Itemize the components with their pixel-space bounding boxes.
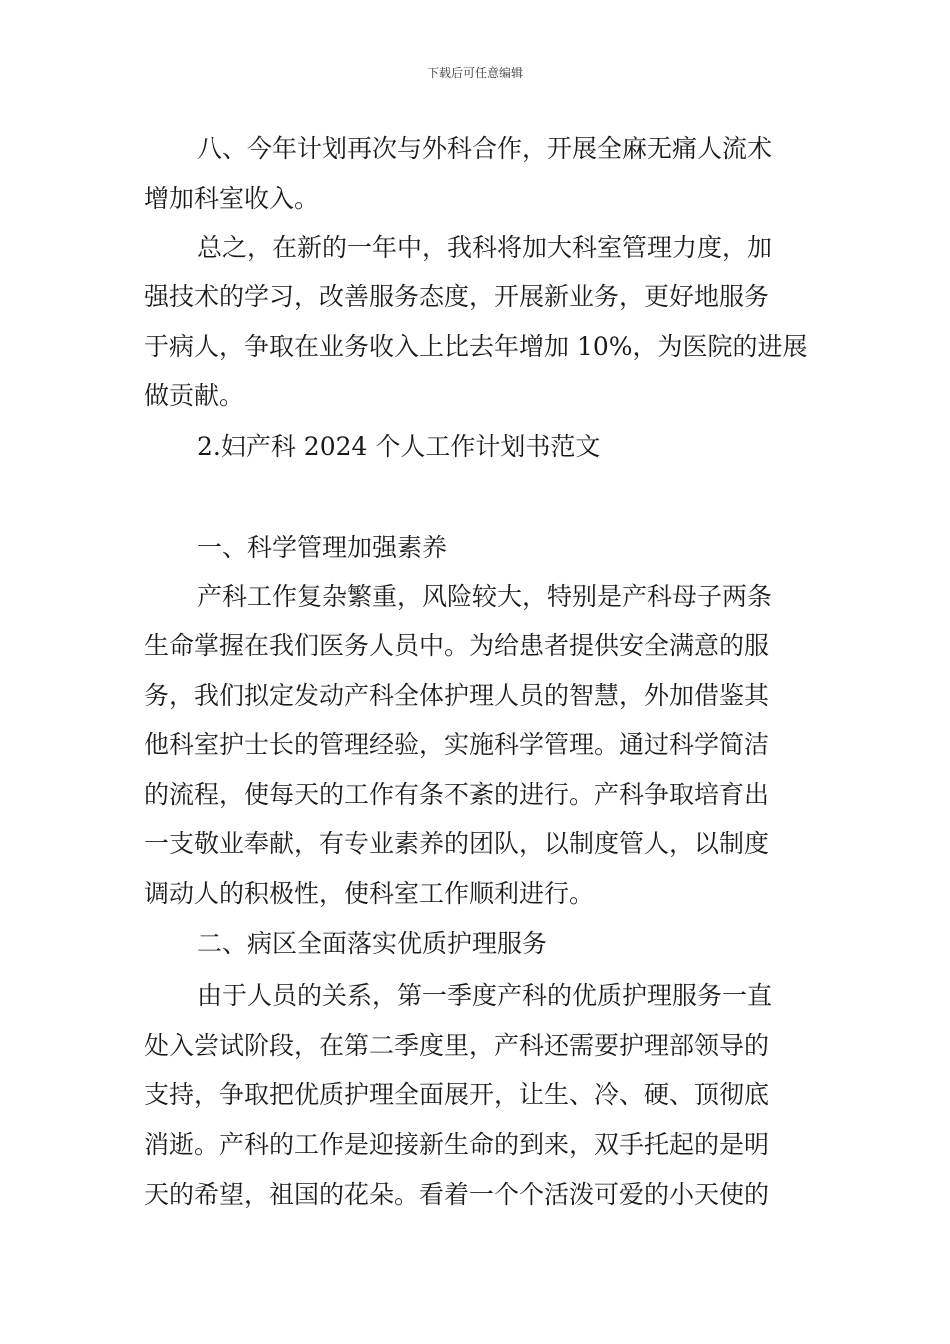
paragraph-line: 总之，在新的一年中，我科将加大科室管理力度，加 [197, 233, 773, 262]
paragraph-line: 的流程，使每天的工作有条不紊的进行。产科争取培育出 [144, 780, 770, 809]
paragraph-line: 生命掌握在我们医务人员中。为给患者提供安全满意的服 [144, 631, 770, 660]
paragraph-line: 由于人员的关系，第一季度产科的优质护理服务一直 [197, 981, 773, 1010]
paragraph-line: 天的希望，祖国的花朵。看着一个个活泼可爱的小天使的 [144, 1180, 770, 1209]
paragraph-line: 他科室护士长的管理经验，实施科学管理。通过科学简洁 [144, 730, 770, 759]
section-heading: 一、科学管理加强素养 [197, 533, 448, 562]
paragraph-line: 调动人的积极性，使科室工作顺利进行。 [144, 879, 595, 908]
paragraph-line: 务，我们拟定发动产科全体护理人员的智慧，外加借鉴其 [144, 681, 770, 710]
paragraph-line: 强技术的学习，改善服务态度，开展新业务，更好地服务 [144, 282, 770, 311]
section-heading: 二、病区全面落实优质护理服务 [197, 929, 548, 958]
paragraph-line: 产科工作复杂繁重，风险较大，特别是产科母子两条 [197, 582, 773, 611]
paragraph-line: 增加科室收入。 [144, 184, 320, 213]
paragraph-line: 于病人，争取在业务收入上比去年增加 10%，为医院的进展 [144, 332, 808, 361]
paragraph-line: 消逝。产科的工作是迎接新生命的到来，双手托起的是明 [144, 1130, 770, 1159]
paragraph-line: 支持，争取把优质护理全面展开，让生、冷、硬、顶彻底 [144, 1080, 770, 1109]
paragraph-line: 处入尝试阶段，在第二季度里，产科还需要护理部领导的 [144, 1031, 770, 1060]
page-header: 下载后可任意编辑 [426, 66, 523, 80]
paragraph-line: 八、今年计划再次与外科合作，开展全麻无痛人流术 [197, 134, 773, 163]
section-heading: 2.妇产科 2024 个人工作计划书范文 [197, 432, 601, 461]
paragraph-line: 一支敬业奉献，有专业素养的团队，以制度管人，以制度 [144, 829, 770, 858]
paragraph-line: 做贡献。 [144, 381, 245, 410]
